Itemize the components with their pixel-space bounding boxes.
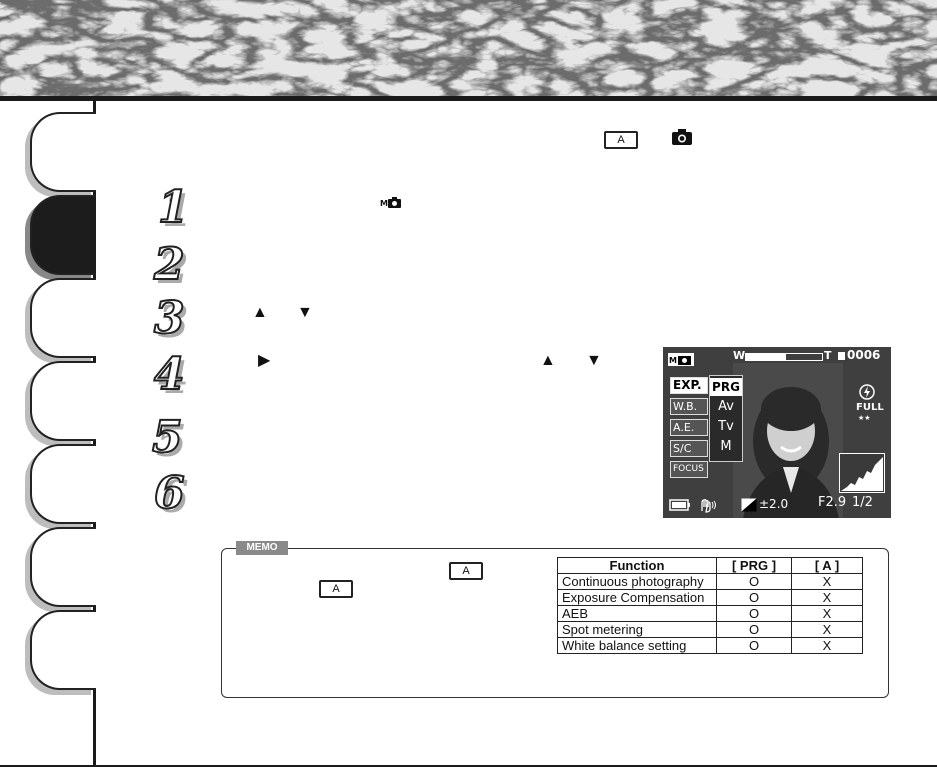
- step-number-4: 4: [154, 349, 185, 400]
- image-size-label: FULL: [856, 402, 884, 413]
- step-number-6: 6: [154, 468, 185, 519]
- header-function: Function: [558, 558, 717, 574]
- table-row: [558, 606, 863, 622]
- submenu-tv[interactable]: Tv: [718, 419, 734, 434]
- down-arrow-icon: ▼: [586, 352, 602, 369]
- submenu-m[interactable]: M: [720, 439, 732, 454]
- up-arrow-icon: ▲: [540, 352, 556, 369]
- row-prg: O: [717, 574, 792, 590]
- row-function: Exposure Compensation: [558, 590, 717, 606]
- up-arrow-icon: ▲: [252, 304, 268, 321]
- lcd-menu-focus[interactable]: FOCUS: [670, 461, 708, 478]
- header-prg: [ PRG ]: [717, 558, 792, 574]
- marble-texture: [0, 0, 937, 96]
- down-arrow-icon: ▼: [297, 304, 313, 321]
- row-prg: O: [717, 622, 792, 638]
- memo-tag: MEMO: [236, 541, 288, 555]
- sidebar-tab-2-active[interactable]: [30, 195, 96, 275]
- manual-camera-icon: [380, 196, 402, 208]
- histogram: [839, 453, 885, 493]
- memory-card-icon: [838, 352, 845, 360]
- camera-lcd-screen: [663, 347, 891, 518]
- row-auto: X: [792, 606, 863, 622]
- row-function: Continuous photography: [558, 574, 717, 590]
- table-header-row: [558, 558, 863, 574]
- header-auto: [ A ]: [792, 558, 863, 574]
- lcd-menu-sc[interactable]: S/C: [670, 440, 708, 457]
- zoom-tele-label: T: [824, 349, 832, 362]
- row-prg: O: [717, 590, 792, 606]
- submenu-av[interactable]: Av: [718, 399, 734, 414]
- sidebar-tab-6[interactable]: [30, 527, 96, 607]
- zoom-wide-label: W: [733, 349, 746, 362]
- quality-stars: ★★: [858, 414, 871, 422]
- sidebar-tab-3[interactable]: [30, 278, 96, 358]
- exposure-compensation-icon: [741, 498, 757, 512]
- auto-mode-key-icon: A: [604, 131, 638, 149]
- exposure-value: ±2.0: [759, 497, 789, 511]
- row-prg: O: [717, 606, 792, 622]
- sidebar-tab-5[interactable]: [30, 444, 96, 524]
- table-row: [558, 590, 863, 606]
- step-number-2: 2: [154, 239, 185, 290]
- lcd-menu-ae[interactable]: A.E.: [670, 419, 708, 436]
- row-auto: X: [792, 622, 863, 638]
- aperture-value: F2.9: [818, 495, 847, 510]
- row-auto: X: [792, 574, 863, 590]
- lcd-menu-exp[interactable]: EXP.: [670, 377, 708, 394]
- submenu-prg[interactable]: PRG: [710, 378, 742, 396]
- battery-icon: [669, 499, 691, 511]
- exposure-submenu: [709, 375, 743, 462]
- sidebar-tab-1[interactable]: [30, 112, 96, 192]
- shutter-value: 1/2: [852, 495, 873, 510]
- frame-counter: 0006: [847, 348, 881, 362]
- flash-off-icon: [859, 384, 875, 400]
- auto-mode-key-icon: A: [449, 562, 483, 580]
- sidebar-tab-7[interactable]: [30, 610, 96, 690]
- header-banner: [0, 0, 937, 96]
- row-function: White balance setting: [558, 638, 717, 654]
- row-function: Spot metering: [558, 622, 717, 638]
- row-prg: O: [717, 638, 792, 654]
- zoom-bar: [745, 353, 823, 361]
- svg-text:M: M: [669, 356, 677, 365]
- camera-icon: [671, 128, 693, 146]
- table-row: [558, 622, 863, 638]
- row-function: AEB: [558, 606, 717, 622]
- header-rule: [0, 96, 937, 101]
- auto-mode-key-icon: A: [319, 580, 353, 598]
- row-auto: X: [792, 590, 863, 606]
- table-row: [558, 638, 863, 654]
- step-number-1: 1: [158, 182, 189, 233]
- step-number-5: 5: [152, 412, 183, 463]
- lcd-menu-wb[interactable]: W.B.: [670, 398, 708, 415]
- svg-text:M: M: [380, 199, 388, 208]
- row-auto: X: [792, 638, 863, 654]
- right-arrow-icon: ▶: [258, 352, 271, 369]
- table-row: [558, 574, 863, 590]
- sidebar-tab-4[interactable]: [30, 361, 96, 441]
- shake-warning-icon: [697, 497, 717, 513]
- function-table: [557, 557, 863, 654]
- manual-mode-icon: [668, 352, 694, 366]
- step-number-3: 3: [154, 293, 185, 344]
